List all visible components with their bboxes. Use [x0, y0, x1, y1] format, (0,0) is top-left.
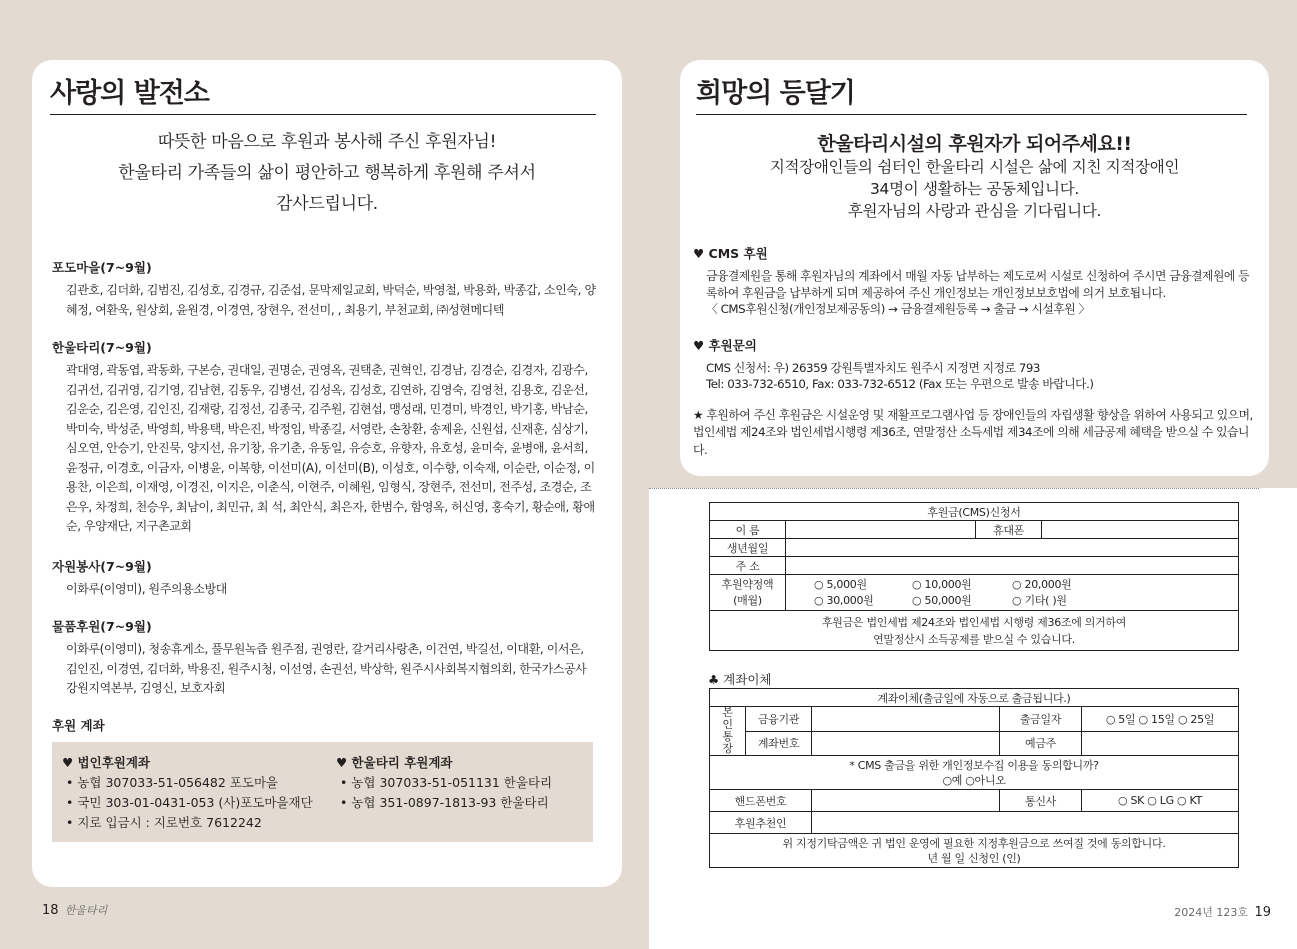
- page-number-left: 18 한울타리: [42, 903, 108, 918]
- referrer-field[interactable]: [812, 812, 1239, 834]
- inquiry-address: CMS 신청서: 우) 26359 강원특별자치도 원주시 지정면 지정로 793: [706, 360, 1040, 375]
- agreement: 위 지정기탁금액은 귀 법인 운영에 필요한 지정후원금으로 쓰여질 것에 동의합니다. 년 월 일 신청인 (인): [710, 834, 1239, 868]
- section-heading: 물품후원(7~9월): [52, 619, 152, 634]
- intro-line: 후원자님의 사랑과 관심을 기다립니다.: [847, 202, 1102, 220]
- goods-donor-list: 이화루(이영미), 청송휴게소, 풀무원녹즙 원주점, 권영란, 갈거리사랑촌, 이건연, 박길선, 이대환, 이서은, 김인진, 이경연, 김더화, 박용진, 원주시청, 이선영, 손권선, 박상학, 원주시사회복지협의회, 한국가스공사 강원지역본부, 김영신, 보호자회: [66, 642, 587, 695]
- issue-label: 2024년 123호: [1174, 906, 1248, 919]
- bank-field[interactable]: [812, 707, 1000, 732]
- appeal-headline: 한울타리시설의 후원자가 되어주세요!!: [817, 133, 1132, 155]
- address-field[interactable]: [786, 557, 1239, 575]
- account-heading: 후원 계좌: [52, 717, 105, 733]
- donor-list: 곽대영, 곽동엽, 곽동화, 구본승, 권대일, 권명순, 권영옥, 권택춘, 권혁인, 김경남, 김경순, 김경자, 김광수, 김귀선, 김귀영, 김기영, 김남현, 김동우, 김병선, 김성옥, 김성호, 김연하, 김영숙, 김영천, 김용호, 김운선, 김운순, 김은영, 김인진, 김재랑, 김정선, 김종국, 김주원, 김현섭, 맹성래, 민경미, 박경인, 박기홍, 박남순, 박미숙, 박성준, 박영희, 박용택, 박은진, 박정임, 박종길, 서영란, 손창환, 송제윤, 신원섭, 신재훈, 심상기, 심오연, 안승기, 안진묵, 양지선, 유기창, 유기춘, 유동일, 유승호, 유향자, 유호성, 윤미숙, 윤병애, 윤서희, 윤정규, 이경호, 이금자, 이병윤, 이복향, 이선미(A), 이선미(B), 이성호, 이수향, 이숙재, 이순란, 이순정, 이용찬, 이은희, 이재영, 이경진, 이지은, 이춘식, 이현주, 이혜원, 임형식, 장현주, 전선미, 전주성, 조경순, 조은우, 차정희, 천승우, 최남이, 최민규, 최 석, 최안식, 최은자, 한범수, 함영옥, 허신영, 홍숙기, 황순애, 황애순, 우양재단, 지구촌교회: [66, 363, 595, 533]
- thanks-line: 한울타리 가족들의 삶이 평안하고 행복하게 후원해 주셔서: [118, 163, 536, 183]
- thanks-line: 감사드립니다.: [276, 194, 378, 214]
- intro-line: 지적장애인들의 쉼터인 한울타리 시설은 삶에 지친 지적장애인: [769, 158, 1180, 176]
- account-holder-label: 예금주: [1000, 731, 1082, 756]
- phone-field[interactable]: [1042, 521, 1239, 539]
- inquiry-phone: Tel: 033-732-6510, Fax: 033-732-6512 (Fax 또는 우편으로 발송 바랍니다.): [706, 377, 1094, 391]
- page-title: 사랑의 발전소: [50, 78, 209, 109]
- section-heading: 한울타리(7~9월): [52, 340, 152, 355]
- birthdate-field[interactable]: [786, 539, 1239, 557]
- tax-notice: ★ 후원하여 주신 후원금은 시설운영 및 재활프로그램사업 등 장애인들의 자립생활 향상을 위하여 사용되고 있으며, 법인세법 제24조와 법인세법시행령 제36조, 연말정산 소득세법 제34조에 의해 세금공제 혜택을 받으실 수 있습니다.: [693, 407, 1253, 457]
- amount-option[interactable]: ○ 30,000원: [814, 593, 874, 607]
- form-title: 후원금(CMS)신청서: [710, 503, 1239, 521]
- birthdate-label: 생년월일: [710, 539, 786, 557]
- donor-section-hanultari: [32, 338, 622, 537]
- inquiry-heading: ♥ 후원문의: [693, 337, 757, 353]
- account-title: ♥ 한울타리 후원계좌: [336, 755, 453, 770]
- carrier-options[interactable]: ○ SK ○ LG ○ KT: [1082, 790, 1239, 812]
- form-tax-notice: 후원금은 법인세법 제24조와 법인세법 시행령 제36조에 의거하여 연말정산시 소득공제를 받으실 수 있습니다.: [710, 611, 1239, 651]
- cms-description: 금융결제원을 통해 후원자님의 계좌에서 매월 자동 납부하는 제도로써 시설로 신청하여 주시면 금융결제원에 등록하여 후원금을 납부하게 되며 제공하여 주신 개인정보는 개인정보보호법에 의거 보호됩니다. 〈 CMS후원신청(개인정보제공동의) → 금융결제원등록 → 출금 → 시설후원 〉: [706, 268, 1257, 318]
- page-title: 희망의 등달기: [696, 78, 855, 109]
- thanks-message: [32, 127, 622, 220]
- bank-transfer-form: [709, 688, 1239, 868]
- account-holder-field[interactable]: [1082, 731, 1239, 756]
- appeal-intro: [680, 156, 1269, 222]
- amount-option[interactable]: ○ 5,000원: [814, 577, 867, 591]
- withdraw-date-options[interactable]: ○ 5일 ○ 15일 ○ 25일: [1082, 707, 1239, 732]
- goods-section: [32, 617, 622, 699]
- transfer-heading: ♣ 계좌이체: [708, 672, 772, 687]
- donation-appeal-card: [680, 60, 1269, 476]
- account-title: ♥ 법인후원계좌: [62, 755, 151, 770]
- account-item: • 지로 입금시 : 지로번호 7612242: [66, 815, 262, 830]
- cms-heading: ♥ CMS 후원: [693, 246, 768, 261]
- account-item: • 농협 307033-51-056482 포도마을: [66, 775, 279, 790]
- account-item: • 농협 307033-51-051131 한울타리: [340, 775, 553, 790]
- donor-section-grape: [32, 258, 622, 320]
- form-title: 계좌이체(출금일에 자동으로 출금됩니다.): [710, 689, 1239, 707]
- account-number-label: 계좌번호: [746, 731, 812, 756]
- amount-option[interactable]: ○ 20,000원: [1012, 577, 1072, 591]
- volunteer-section: [32, 557, 622, 600]
- name-field[interactable]: [786, 521, 976, 539]
- account-item: • 농협 351-0897-1813-93 한울타리: [340, 795, 549, 810]
- title-divider: [50, 114, 596, 115]
- account-box: [52, 742, 593, 842]
- cms-section: [680, 244, 1269, 318]
- privacy-consent: * CMS 출금을 위한 개인정보수집 이용을 동의합니까? ○예 ○아니오: [710, 756, 1239, 790]
- consent-options[interactable]: ○예 ○아니오: [942, 773, 1006, 787]
- mobile-label: 핸드폰번호: [710, 790, 812, 812]
- signature-line[interactable]: 년 월 일 신청인 (인): [927, 851, 1021, 865]
- cms-process-flow: 〈 CMS후원신청(개인정보제공동의) → 금융결제원등록 → 출금 → 시설후원 〉: [706, 302, 1090, 316]
- hanultari-accounts: [336, 753, 552, 813]
- carrier-label: 통신사: [1000, 790, 1082, 812]
- page-number-right: 2024년 123호 19: [1174, 905, 1271, 920]
- amount-option-other[interactable]: ○ 기타( )원: [1012, 593, 1067, 607]
- title-divider: [696, 114, 1247, 115]
- cut-line: [649, 488, 1259, 489]
- amount-option[interactable]: ○ 50,000원: [912, 593, 972, 607]
- section-heading: 포도마을(7~9월): [52, 260, 152, 275]
- donor-list: 김관호, 김더화, 김범진, 김성호, 김경규, 김준섭, 문막제일교회, 박덕순, 박영철, 박용화, 박종갑, 소인숙, 양혜정, 여환욱, 원상회, 윤원경, 이경연, 장현우, 전선미, , 최용기, 부천교회, ㈜성현메디텍: [66, 283, 596, 317]
- cms-application-form: [709, 502, 1239, 651]
- thanks-line: 따뜻한 마음으로 후원과 봉사해 주신 후원자님!: [157, 132, 497, 152]
- account-number-field[interactable]: [812, 731, 1000, 756]
- mobile-field[interactable]: [812, 790, 1000, 812]
- own-account-label: 본인 통장: [710, 707, 746, 756]
- pledge-label: 후원약정액 (매월): [710, 575, 786, 611]
- volunteer-list: 이화루(이영미), 원주의용소방대: [66, 581, 227, 596]
- account-item: • 국민 303-01-0431-053 (사)포도마을재단: [66, 795, 313, 810]
- name-label: 이 름: [710, 521, 786, 539]
- address-label: 주 소: [710, 557, 786, 575]
- bank-label: 금융기관: [746, 707, 812, 732]
- magazine-logo: 한울타리: [64, 904, 108, 917]
- donor-thanks-card: [32, 60, 622, 887]
- intro-line: 34명이 생활하는 공동체입니다.: [869, 180, 1080, 198]
- phone-label: 휴대폰: [976, 521, 1042, 539]
- section-heading: 자원봉사(7~9월): [52, 558, 152, 574]
- inquiry-contact: [706, 360, 1257, 393]
- pledge-options: [786, 575, 1239, 611]
- withdraw-date-label: 출금일자: [1000, 707, 1082, 732]
- inquiry-section: [680, 336, 1269, 393]
- referrer-label: 후원추천인: [710, 812, 812, 834]
- amount-option[interactable]: ○ 10,000원: [912, 577, 972, 591]
- corporate-accounts: [62, 753, 313, 833]
